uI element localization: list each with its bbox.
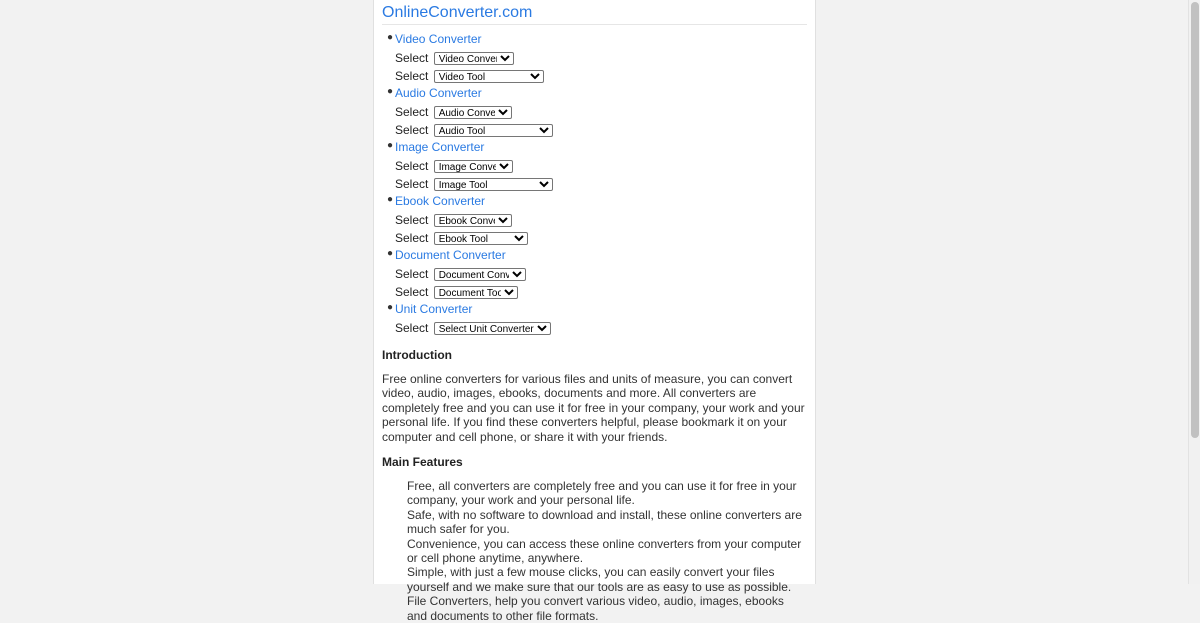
image-tool-select[interactable] xyxy=(434,178,553,191)
select-label: Select xyxy=(395,177,429,191)
converter-group-image xyxy=(389,139,807,193)
converter-group-audio xyxy=(389,85,807,139)
select-label: Select xyxy=(395,51,429,65)
ebook-converter-select[interactable] xyxy=(434,214,512,227)
select-label: Select xyxy=(395,267,429,281)
scrollbar-thumb[interactable] xyxy=(1191,2,1199,438)
bullet-icon: ● xyxy=(387,194,394,205)
document-converter-link[interactable]: Document Converter xyxy=(395,248,506,262)
unit-converter-link[interactable]: Unit Converter xyxy=(395,302,473,316)
select-row xyxy=(389,67,807,85)
select-label: Select xyxy=(395,213,429,227)
converter-group-unit xyxy=(389,301,807,337)
features-list xyxy=(382,479,807,623)
converter-group-video xyxy=(389,31,807,85)
audio-tool-select[interactable] xyxy=(434,124,553,137)
select-row xyxy=(389,319,807,337)
select-label: Select xyxy=(395,285,429,299)
bullet-icon: ● xyxy=(387,248,394,259)
video-converter-select[interactable] xyxy=(434,52,514,65)
select-row xyxy=(389,211,807,229)
select-label: Select xyxy=(395,69,429,83)
converter-group-document xyxy=(389,247,807,301)
document-converter-select[interactable] xyxy=(434,268,526,281)
select-row xyxy=(389,157,807,175)
feature-item: Convenience, you can access these online converters from your computer or cell phone anytime, anywhere. xyxy=(407,536,802,566)
vertical-scrollbar[interactable] xyxy=(1188,0,1200,584)
document-tool-select[interactable] xyxy=(434,286,518,299)
feature-item: Free, all converters are completely free and you can use it for free in your company, your work and your personal life. xyxy=(407,479,797,508)
image-converter-select[interactable] xyxy=(434,160,513,173)
feature-item: Safe, with no software to download and install, these online converters are much safer for you. xyxy=(407,507,802,537)
bullet-icon: ● xyxy=(387,302,394,313)
audio-converter-link[interactable]: Audio Converter xyxy=(395,86,482,100)
bullet-icon: ● xyxy=(387,86,394,97)
select-label: Select xyxy=(395,321,429,335)
bullet-icon: ● xyxy=(387,32,394,43)
image-converter-link[interactable]: Image Converter xyxy=(395,140,485,154)
bullet-icon: ● xyxy=(387,140,394,151)
select-label: Select xyxy=(395,123,429,137)
page-content xyxy=(373,0,816,623)
video-converter-link[interactable]: Video Converter xyxy=(395,32,482,46)
video-tool-select[interactable] xyxy=(434,70,544,83)
converter-list xyxy=(382,31,807,337)
select-row xyxy=(389,265,807,283)
select-row xyxy=(389,121,807,139)
site-title[interactable]: OnlineConverter.com xyxy=(382,3,807,25)
introduction-heading: Introduction xyxy=(382,348,452,362)
feature-item: Simple, with just a few mouse clicks, you can easily convert your files yourself and we make sure that our tools are as easy to use as possible. xyxy=(407,565,792,594)
introduction-text: Free online converters for various files and units of measure, you can convert video, audio, images, ebooks, documents and more. All converters are completely free and you can use it for free in your company, your work and your personal life. If you find these converters helpful, please bookmark it on your computer and cell phone, or share it with your friends. xyxy=(382,372,805,444)
select-row xyxy=(389,283,807,301)
converter-group-ebook xyxy=(389,193,807,247)
features-heading: Main Features xyxy=(382,455,463,470)
select-label: Select xyxy=(395,105,429,119)
unit-converter-select[interactable] xyxy=(434,322,551,335)
select-label: Select xyxy=(395,159,429,173)
select-row xyxy=(389,175,807,193)
select-row xyxy=(389,229,807,247)
audio-converter-select[interactable] xyxy=(434,106,512,119)
select-row xyxy=(389,49,807,67)
feature-item: File Converters, help you convert various video, audio, images, ebooks and documents to other file formats. xyxy=(407,594,784,623)
ebook-tool-select[interactable] xyxy=(434,232,528,245)
select-label: Select xyxy=(395,231,429,245)
select-row xyxy=(389,103,807,121)
ebook-converter-link[interactable]: Ebook Converter xyxy=(395,194,486,208)
